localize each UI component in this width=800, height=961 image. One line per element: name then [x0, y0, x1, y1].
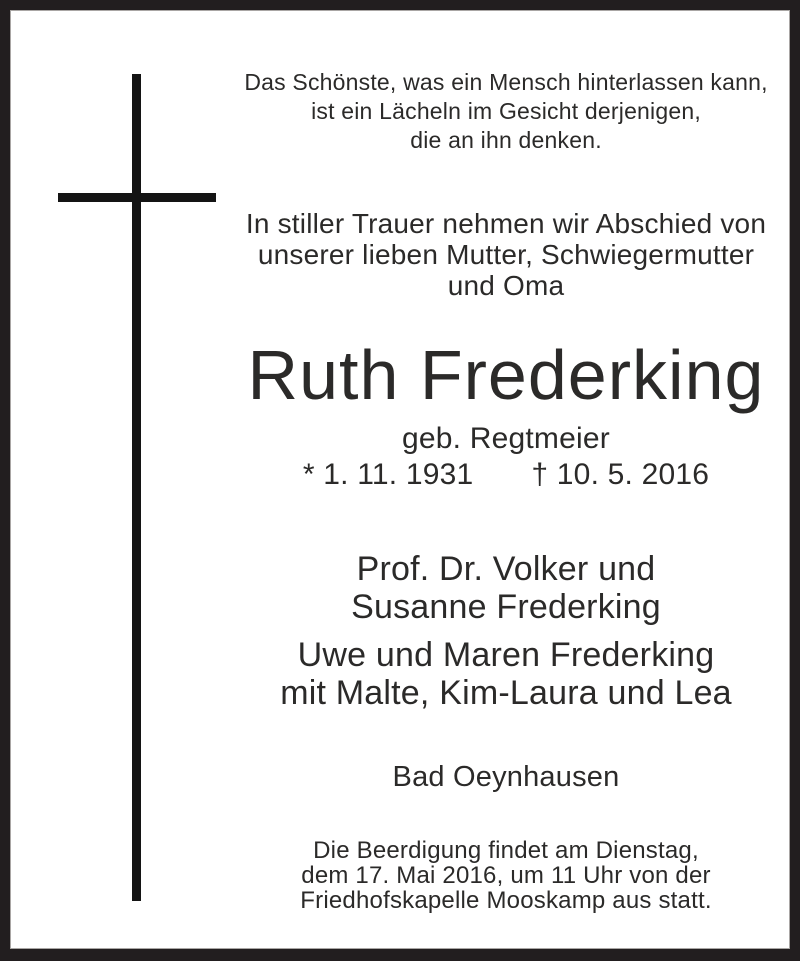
- funeral-line: Die Beerdigung findet am Dienstag,: [313, 837, 699, 864]
- intro-line: unserer lieben Mutter, Schwiegermutter: [257, 239, 755, 270]
- death-date: † 10. 5. 2016: [531, 458, 710, 491]
- deceased-name: Ruth Frederking: [247, 336, 765, 414]
- maiden-name: geb. Regtmeier: [402, 422, 610, 455]
- funeral-details: [206, 838, 800, 913]
- mourner-line: Susanne Frederking: [351, 588, 661, 626]
- notice-sheet: [10, 10, 790, 949]
- intro-line: und Oma: [447, 270, 565, 301]
- epigraph-line: Das Schönste, was ein Mensch hinterlassen kann,: [244, 69, 768, 95]
- funeral-line: Friedhofskapelle Mooskamp aus statt.: [300, 887, 712, 914]
- mourner-line: Uwe und Maren Frederking: [297, 636, 715, 674]
- birth-date: * 1. 11. 1931: [302, 458, 474, 491]
- epigraph-line: ist ein Lächeln im Gesicht derjenigen,: [311, 98, 701, 124]
- epigraph-verse: [206, 68, 800, 155]
- farewell-intro: [206, 208, 800, 301]
- mourners-group-1: [206, 550, 800, 626]
- epigraph-line: die an ihn denken.: [410, 127, 602, 153]
- mourner-line: Prof. Dr. Volker und: [356, 550, 656, 588]
- intro-line: In stiller Trauer nehmen wir Abschied von: [245, 208, 767, 239]
- mourner-line: mit Malte, Kim-Laura und Lea: [280, 674, 732, 712]
- mourners-group-2: [206, 636, 800, 712]
- memorial-cross-icon: [58, 193, 216, 202]
- funeral-line: dem 17. Mai 2016, um 11 Uhr von der: [301, 862, 711, 889]
- place-name: Bad Oeynhausen: [392, 761, 620, 793]
- life-dates: [206, 458, 800, 491]
